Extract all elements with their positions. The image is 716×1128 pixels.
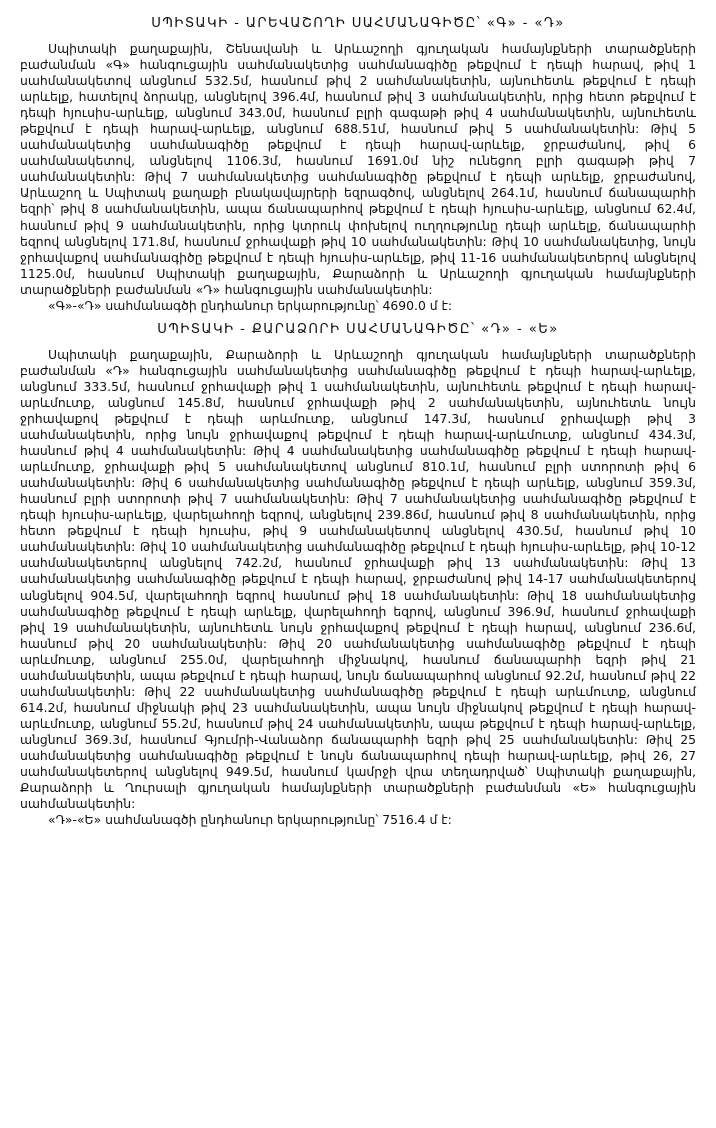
section-title: ՍՊԻՏԱԿԻ - ԱՐԵՎԱՇՈՂԻ ՍԱՀՄԱՆԱԳԻԾԸ՝ «Գ» - «Դ» [151, 16, 565, 31]
section-paragraph: Սպիտակի քաղաքային, Քարաձորի և Արևաշողի գյուղական համայնքների տարածքների բաժանման «Դ» հանգուցային սահմանակետից սահմանագիծը թեքվում է դեպի հարավ-արևելք, անցնում 333.5մ, հասնում ջրհավաքի թիվ 1 սահմանակետին, այնուհետև թեքվում է դեպի հարավ-արևմուտք, անցնում 145.8մ, հասնում ջրհավաքի թիվ 2 սահմանակետին, այնուհետև նույն ջրհավաքով թեքվում է դեպի արևմուտք, անցնում 147.3մ, հասնում ջրհավաքի թիվ 3 սահմանակետին, որից նույն ջրհավաքով թեքվում է դեպի հարավ-արևմուտք, անցնում 434.3մ, հասնում թիվ 4 սահմանակետին: Թիվ 4 սահմանակետից սահմանագիծը թեքվում է դեպի հարավ-արևմուտք, ջրհավաքի թիվ 5 սահմանակետով անցնում 810.1մ, հասնում բլրի ստորոտի թիվ 6 սահմանակետին: Թիվ 6 սահմանակետից սահմանագիծը թեքվում է դեպի արևելք, անցնում 359.3մ, հասնում բլրի ստորոտի թիվ 7 սահմանակետին: Թիվ 7 սահմանակետից սահմանագիծը թեքվում է դեպի հյուսիս-արևելք, վարելահողի եզրով, անցնելով 239.86մ, հասնում թիվ 8 սահմանակետին, որից հետո թեքվում է դեպի հյուսիս, թիվ 9 սահմանակետով անցնելով 430.5մ, հասնում թիվ 10 սահմանակետին: Թիվ 10 սահմանակետից սահմանագիծը թեքվում է դեպի հյուսիս-արևելք, թիվ 10-12 սահմանակետերով անցնելով 742.2մ, հասնում ջրհավաքի թիվ 13 սահմանակետին: Թիվ 13 սահմանակետից սահմանագիծը թեքվում է դեպի հարավ, ջրբաժանով թիվ 14-17 սահմանակետերով անցնելով 904.5մ, վարելահողի եզրով հասնում թիվ 18 սահմանակետին: Թիվ 18 սահմանակետից սահմանագիծը թեքվում է դեպի արևելք, վարելահողի եզրով, անցնում 396.9մ, հասնում ջրհավաքի թիվ 19 սահմանակետին, այնուհետև նույն ջրհավաքով թեքվում է դեպի հարավ, անցնում 236.6մ, հասնում թիվ 20 սահմանակետին: Թիվ 20 սահմանակետից սահմանագիծը թեքվում է դեպի արևմուտք, անցնում 255.0մ, վարելահողի միջնակով, հասնում ճանապարհի եզրի թիվ 21 սահմանակետին, ապա թեքվում է դեպի հարավ, նույն ճանապարհով անցնում 92.2մ, հասնում թիվ 22 սահմանակետին: Թիվ 22 սահմանակետից սահմանագիծը թեքվում է դեպի արևմուտք, անցնում 614.2մ, հասնում միջնակի թիվ 23 սահմանակետին, ապա նույն միջնակով թեքվում է դեպի հարավ-արևմուտք, անցնում 55.2մ, հասնում թիվ 24 սահմանակետին, ապա թեքվում է դեպի հարավ-արևելք, անցնում 369.3մ, հասնում Գյումրի-Վանաձոր ճանապարհի եզրի թիվ 25 սահմանակետին: Թիվ 25 սահմանակետից սահմանագիծը թեքվում է նույն ճանապարհով դեպի հարավ-արևելք, թիվ 26, 27 սահմանակետերով անցնելով 949.5մ, հասնում կամրջի վրա տեղադրված՝ Սպիտակի քաղաքային, Քարաձորի և Ղուրսալի գյուղական համայնքների տարածքների բաժանման «Ե» հանգուցային սահմանակետին: [20, 346, 696, 812]
boundary-section-d-e [20, 322, 696, 828]
section-title: ՍՊԻՏԱԿԻ - ՔԱՐԱՁՈՐԻ ՍԱՀՄԱՆԱԳԻԾԸ՝ «Դ» - «Ե» [157, 321, 559, 337]
section-total-length: «Գ»-«Դ» սահմանագծի ընդհանուր երկարությունը՝ 4690.0 մ է: [48, 297, 453, 313]
section-paragraph: Սպիտակի քաղաքային, Շենավանի և Արևաշողի գյուղական համայնքների տարածքների բաժանման «Գ» հանգուցային սահմանակետից սահմանագիծը թեքվում է դեպի հարավ, թիվ 1 սահմանակետով անցնում 532.5մ, հասնում թիվ 2 սահմանակետին, այնուհետև թեքվում է դեպի արևելք, հատելով ձորակը, անցնելով 396.4մ, հասնում թիվ 3 սահմանակետին, որից հետո թեքվում է դեպի հյուսիս-արևելք, անցնում 343.0մ, հասնում բլրի գագաթի թիվ 4 սահմանակետին, այնուհետև թեքվում է դեպի հարավ-արևելք, անցնում 688.51մ, հասնում թիվ 5 սահմանակետին: Թիվ 5 սահմանակետից սահմանագիծը թեքվում է դեպի հարավ-արևելք, ջրբաժանով, թիվ 6 սահմանակետով, անցնելով 1106.3մ, հասնում 1691.0մ նիշ ունեցող բլրի գագաթի թիվ 7 սահմանակետին: Թիվ 7 սահմանակետից սահմանագիծը թեքվում է դեպի արևելք, ջրբաժանով, Արևաշող և Սպիտակ քաղաքի բնակավայրերի եզրագծով, անցնելով 264.1մ, հասնում ճանապարհի եզրի՝ թիվ 8 սահմանակետին, ապա ճանապարհով թեքվում է դեպի հյուսիս-արևելք, անցնում 62.4մ, հասնում թիվ 9 սահմանակետին, որից կտրուկ փոխելով ուղղությունը դեպի արևելք, ճանապարհի եզրով անցնելով 171.8մ, հասնում ջրհավաքի թիվ 10 սահմանակետին: Թիվ 10 սահմանակետից, նույն ջրհավաքով սահմանագիծը թեքվում է դեպի հյուսիս-արևելք, թիվ 11-16 սահմանակետերով անցնելով 1125.0մ, հասնում Սպիտակի քաղաքային, Քարաձորի և Արևաշողի գյուղական համայնքների տարածքների բաժանման «Դ» հանգուցային սահմանակետին: [20, 41, 696, 297]
boundary-section-g-d [20, 16, 696, 314]
section-total-length: «Դ»-«Ե» սահմանագծի ընդհանուր երկարությունը՝ 7516.4 մ է: [48, 812, 452, 828]
